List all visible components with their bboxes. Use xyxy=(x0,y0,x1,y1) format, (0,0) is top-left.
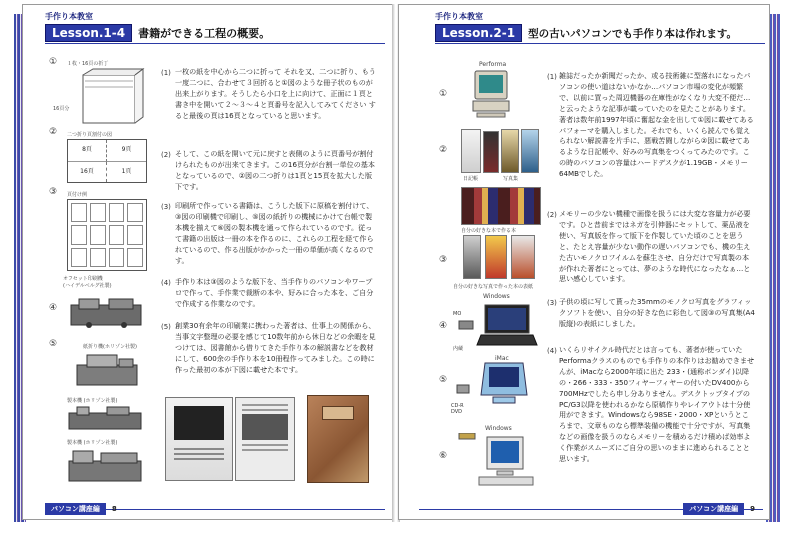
open-book xyxy=(14,4,780,526)
fig4-number: ④ xyxy=(439,321,448,331)
binding-machine-illustration-2 xyxy=(67,447,143,487)
fig3-number: ③ xyxy=(439,255,448,265)
fig1-caption: １枚・16頁の折丁 xyxy=(67,61,109,67)
left-para-5: 創業30有余年の印刷業に携わった著者は、仕事上の関係から、当事文字整理の必要を感じて10数年前から休日などの余暇を見つけては、図書館から借りてきた手作り本の解説書などを教材にして、600余の手作り本を10冊程作ってみました。この時に作った最初の本が下図に載せた本です。 xyxy=(175,321,376,374)
right-page xyxy=(398,4,770,520)
fig2-caption-album: 写真集 xyxy=(503,176,519,182)
offset-press-illustration xyxy=(69,295,145,329)
left-para-2-number: (2) xyxy=(161,151,171,159)
right-para-2-number: (2) xyxy=(547,211,557,219)
right-footer xyxy=(683,503,761,515)
left-footer xyxy=(45,503,123,515)
left-header-rule xyxy=(45,43,385,44)
left-para-2: そして、この紙を開いて元に戻すと表側のように頁番号が割付けられたものが出来てきます。この16頁分が台割一単位の基本となっているので、②図の二つ折りは1頁と15頁を拡大した版下です。 xyxy=(175,149,375,191)
fig2-caption-diary: 日記帳 xyxy=(463,176,479,182)
fig1-folded-sheet-diagram xyxy=(63,67,145,129)
left-para-4-number: (4) xyxy=(161,279,171,287)
left-lesson-label: Lesson.1-4 xyxy=(45,24,132,42)
fig5-side-label-b: CD-R DVD xyxy=(451,403,464,415)
right-page-number: 9 xyxy=(750,505,755,513)
right-para-4: いくらリサイクル時代だとは言っても、著者が使っていたPerformaクラスのものでも手作りの本作りはお勧めできませんが、iMacなら2000年頃に出た 233・(通称ボンダイ)以降の・266・333・350フィヤーフィヤーの付いたDV400から700MHzでしたら申し分ありません。デスクトップタイプのPC/G3以降を使われるかなら原稿作りやレイアウトは十分使用ができます。Windowsなら98SE・2000・XPというところまで、文章ものなら標準装備の機能で十分ですが、写真集などの画像を扱うのならメモリーを積めるだけ積めば効率よく作業がスムーズにご自分の思いのままに進められることと思います。 xyxy=(559,345,755,464)
right-lesson-label: Lesson.2-1 xyxy=(435,24,522,42)
photo-cover-3 xyxy=(511,235,535,279)
binding-machine-illustration-1 xyxy=(67,405,143,433)
right-para-4-number: (4) xyxy=(547,347,557,355)
left-para-5-number: (5) xyxy=(161,323,171,331)
right-footer-section: パソコン講座編 xyxy=(683,503,744,515)
fig6-number: ⑥ xyxy=(439,451,448,461)
fig5-side-label-a: 内蔵 xyxy=(453,346,464,352)
photo-diary-book xyxy=(461,129,481,173)
fig7-caption: 製本機 (ホリゾン社製) xyxy=(67,440,118,446)
fig3-caption: 頁付け例 xyxy=(67,192,88,198)
fig1-caption: Performa xyxy=(479,61,507,68)
fig5-number: ⑤ xyxy=(49,339,58,349)
fig4-caption: オフセット印刷機 (ハイデルベルグ社製) xyxy=(63,276,112,289)
right-para-1-number: (1) xyxy=(547,73,557,81)
left-para-1-number: (1) xyxy=(161,69,171,77)
fig4-caption: Windows xyxy=(483,293,510,300)
fig3-page-layout-grid xyxy=(67,199,147,271)
fig5-number: ⑤ xyxy=(439,375,448,385)
windows-laptop-icon xyxy=(455,301,539,351)
photo-handmade-book-page-1 xyxy=(165,397,233,481)
right-para-1: 雑誌だったか新聞だったか、或る技術雑に型落れになったパソコンの使い道はないかなか…パソコン市場の変化が頻繁で、以前に買った周辺機器の在庫性がなくなり大変不便だ…と云ったような記事が載っていたのを見たことがあります。著者は数年前1997年頃に奮起な金を出して①図に載せてあるパフォーマを購入しました。それでも、いくら読んでも覚えられない解説書を片手に、悪戦苦闘しながら②図に載せてあるような日記帳や、好みの写真集をつくってみたのです。この時のパソコンの容量はハードデスクが1.19GB・メモリー64MBでした。 xyxy=(559,71,754,179)
left-para-4: 手作り本は③図のような版下を、当手作りのパソコンやワープロで作って、手作業で裁断の本や、好みに合った本を、ご自分で作成する作業なのです。 xyxy=(175,277,374,308)
fig3-number: ③ xyxy=(49,187,58,197)
right-header-rule xyxy=(435,43,765,44)
fig2-cell: 8頁 xyxy=(68,140,107,162)
photo-photo-album xyxy=(501,129,519,173)
performa-computer-icon xyxy=(471,69,511,119)
fig2-caption-books: 自分の好きな本で作る本 xyxy=(461,228,517,234)
photo-book-2 xyxy=(483,131,499,173)
fig1-number: ① xyxy=(49,57,58,67)
right-para-3-number: (3) xyxy=(547,299,557,307)
imac-computer-icon xyxy=(455,361,535,407)
right-lesson-title: 型の古いパソコンでも手作り本は作れます。 xyxy=(528,27,738,40)
fig1-number: ① xyxy=(439,89,448,99)
photo-cover-1 xyxy=(463,235,481,279)
fig6-caption: 製本機 (ホリゾン社製) xyxy=(67,398,118,404)
fig5-caption: iMac xyxy=(495,355,509,362)
fig3-caption: 自分の好きな写真で作った本の表紙 xyxy=(453,284,534,290)
fig2-cell: 1頁 xyxy=(121,167,132,175)
folding-machine-illustration xyxy=(73,351,143,391)
fig2-caption: 二つ折り頁割付の図 xyxy=(67,132,113,138)
fig5-caption: 紙折り機(ホリゾン社製) xyxy=(83,344,137,350)
left-para-3-number: (3) xyxy=(161,203,171,211)
photo-cover-2 xyxy=(485,235,507,279)
windows-desktop-icon xyxy=(457,433,539,489)
right-book-title: 手作り本教室 xyxy=(435,12,483,21)
left-book-title: 手作り本教室 xyxy=(45,12,93,21)
left-footer-section: パソコン講座編 xyxy=(45,503,106,515)
fig6-caption: Windows xyxy=(485,425,512,432)
photo-handmade-book-cover xyxy=(307,395,369,483)
left-para-1: 一枚の紙を中心から二つに折って それを又、二つに折り、もう一度二つに、合わせて３回折ると①図のような冊子状のものが出来上がります。そうしたら小口を上に向けて、正面に１頁と書き中を開いて２～３～４と頁番号を記入してみてください すると最後の頁は16頁となっていると思います。 xyxy=(175,67,376,120)
left-page-number: 8 xyxy=(111,505,117,513)
left-lesson-header xyxy=(45,23,270,43)
fig2-cell: 16頁 xyxy=(68,162,107,183)
fig2-cell: 9頁 xyxy=(107,140,146,162)
fig4-mo-label: MO xyxy=(453,311,462,317)
left-para-3: 印刷所で作っている書籍は、こうした版下に原稿を割付けて、③図の印刷機で印刷し、⑤図の紙折りの機械にかけて台帳で製本機を揃えて⑥図の製本機を通って作られているのです。従って書籍の出版は一冊の本を作るのに、これらの工程を経て作られているので、作る出版がかかった一冊の単価が高くなるのです。 xyxy=(175,201,374,265)
fig4-number: ④ xyxy=(49,303,58,313)
right-lesson-header xyxy=(435,23,737,43)
fig2-number: ② xyxy=(49,127,58,137)
left-page xyxy=(22,4,394,520)
right-para-2: メモリーの少ない機種で画像を扱うには大変な容量力が必要です。ひと昔前まではネガを引伸器にセットして、薬品液を使い、写真版を作って版下を作製していた頃のことを思うと、たとえ容量が少ない動作の遅いパソコンでも、機の生えた古いモノクロフイルムを蘇生させ、自分だけで写真製の本が作れた著者にとっては、夢のような時代になったなぁ…と思い感心しています。 xyxy=(559,209,751,284)
fig2-number: ② xyxy=(439,145,448,155)
fig1-side-label: 16頁分 xyxy=(53,106,70,112)
photo-handmade-books-row xyxy=(461,187,541,225)
photo-handmade-book-page-2 xyxy=(235,397,295,481)
right-para-3: 子供の頃に写して貰った35mmのモノクロ写真をグラフィックソフトを使い、自分の好きな色に彩色して図③の写真集(A4版縦)の表紙にしました。 xyxy=(559,297,755,328)
left-lesson-title: 書籍ができる工程の概要。 xyxy=(138,27,271,40)
fig2-imposition-diagram xyxy=(67,139,147,183)
photo-book-4 xyxy=(521,129,539,173)
